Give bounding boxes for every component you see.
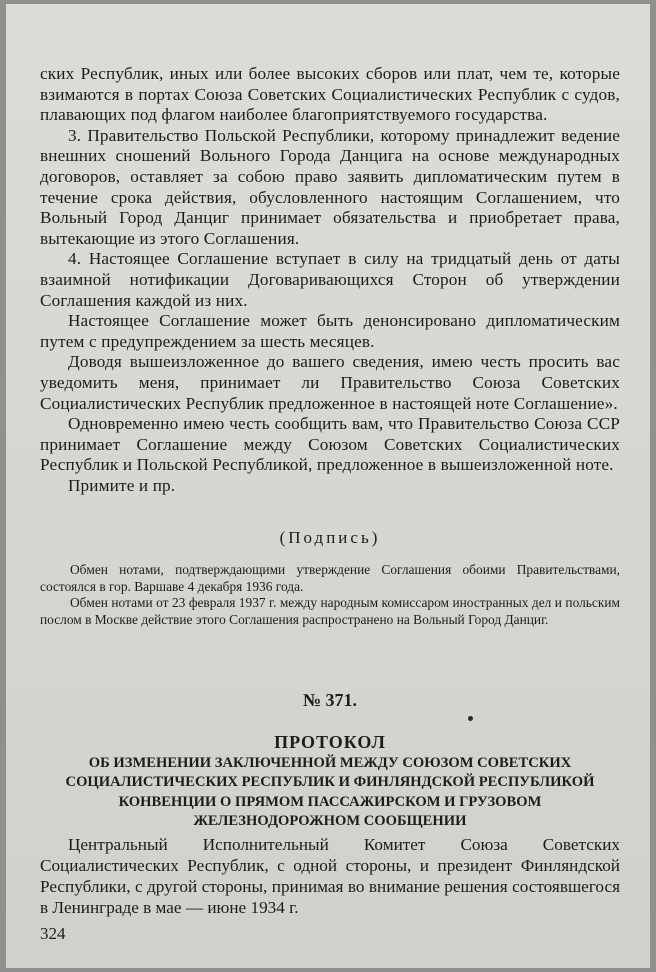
protocol-title: ПРОТОКОЛ [274,732,386,752]
protocol-subtitle: ОБ ИЗМЕНЕНИИ ЗАКЛЮЧЕННОЙ МЕЖДУ СОЮЗОМ СОВЕТСКИХ СОЦИАЛИСТИЧЕСКИХ РЕСПУБЛИК И ФИНЛЯНДСКОЙ РЕСПУБЛИКОЙ КОНВЕНЦИИ О ПРЯМОМ ПАССАЖИРСКОМ И ГРУЗОВОМ ЖЕЛЕЗНОДОРОЖНОМ СООБЩЕНИИ [65,755,595,830]
page-number: 324 [40,924,66,943]
paragraph-acceptance: Одновременно имею честь сообщить вам, что Правительство Союза ССР принимает Соглашение между Союзом Советских Социалистических Республик и Польской Республикой, предложенное в вышеизложенной ноте. [40,414,620,475]
paragraph-clause-4: 4. Настоящее Соглашение вступает в силу на тридцатый день от даты взаимной нотификации Договаривающихся Сторон об утверждении Соглашения каждой из них. [40,249,620,310]
document-number: № 371. [302,690,358,710]
intro-paragraph: Центральный Исполнительный Комитет Союза Советских Социалистических Республик, с одной стороны, и президент Финляндской Республики, с другой стороны, принимая во внимание решения состоявшегося в Ленинграде в мае — июне 1934 г. [40,835,620,917]
footnote-exchange-danzig: Обмен нотами от 23 февраля 1937 г. между народным комиссаром иностранных дел и польским послом в Москве действие этого Соглашения распространено на Вольный Город Данциг. [40,595,620,627]
footnotes [40,562,620,628]
paragraph-closing: Примите и пр. [68,475,176,495]
book-page [6,4,650,968]
paragraph-request: Доводя вышеизложенное до вашего сведения, имею честь просить вас уведомить меня, принимает ли Правительство Союза Советских Социалистических Республик предложенное в настоящей ноте Соглашение». [40,352,620,413]
main-text [40,64,620,496]
paragraph-denunciation: Настоящее Соглашение может быть денонсировано дипломатическим путем с предупреждением за шесть месяцев. [40,311,620,351]
protocol-intro [40,834,620,918]
print-speck [468,716,473,721]
signature-placeholder: (Подпись) [279,528,381,547]
paragraph-continuation: ских Республик, иных или более высоких сборов или плат, чем те, которые взимаются в портах Союза Советских Социалистических Республик с судов, плавающих под флагом наиболее благоприятствуемого государства. [40,64,620,125]
paragraph-clause-3: 3. Правительство Польской Республики, которому принадлежит ведение внешних сношений Вольного Города Данцига на основе международных договоров, оставляет за собою право заявить дипломатическим путем в течение срока действия, обусловленного настоящим Соглашением, что Вольный Город Данциг принимает обязательства и приобретает права, вытекающие из этого Соглашения. [40,125,620,248]
footnote-exchange-warsaw: Обмен нотами, подтверждающими утверждение Соглашения обоими Правительствами, состоялся в гор. Варшаве 4 декабря 1936 года. [40,562,620,594]
